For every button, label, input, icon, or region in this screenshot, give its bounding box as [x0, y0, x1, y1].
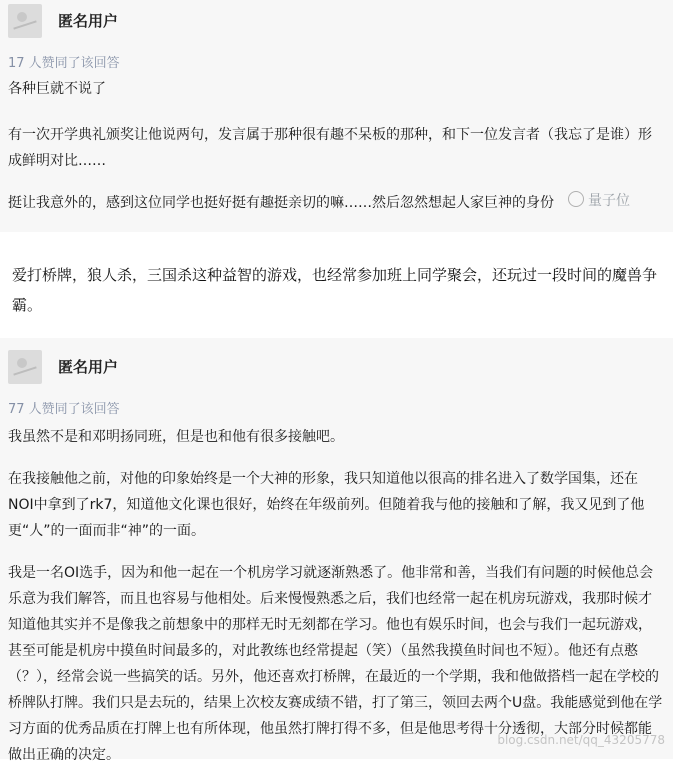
- answer-screenshot-1: [0, 0, 673, 232]
- answer-screenshot-2: [0, 338, 673, 763]
- answer-paragraph: 在我接触他之前，对他的印象始终是一个大神的形象，我只知道他以很高的排名进入了数学国集，还在NOI中拿到了rk7，知道他文化课也很好，始终在年级前列。但随着我与他的接触和了解，我又见到了他更“人”的一面而非“神”的一面。: [8, 471, 645, 539]
- user-name[interactable]: 匿名用户: [58, 12, 119, 30]
- answer-paragraph: 我是一名OI选手，因为和他一起在一个机房学习就逐渐熟悉了。他非常和善，当我们有问题的时候他总会乐意为我们解答，而且也容易与他相处。后来慢慢熟悉之后，我们也经常一起在机房玩游戏，我那时候才知道他其实并不是像我之前想象中的那样无时无刻都在学习。他也有娱乐时间，也会与我们一起玩游戏，甚至可能是机房中摸鱼时间最多的，对此教练也经常提起（笑）（虽然我摸鱼时间也不短）。他还有点憨（？），经常会说一些搞笑的话。另外，他还喜欢打桥牌，在最近的一个学期，我和他做搭档一起在学校的桥牌队打牌。我们只是去玩的，结果上次校友赛成绩不错，打了第三，领回去两个U盘。我能感觉到他在学习方面的优秀品质在打牌上也有所体现，他虽然打牌打得不多，但是他思考得十分透彻，大部分时候都能做出正确的决定。: [8, 565, 663, 763]
- answer-paragraph: 有一次开学典礼颁奖让他说两句，发言属于那种很有趣不呆板的那种，和下一位发言者（我忘了是谁）形成鲜明对比……: [8, 127, 652, 169]
- interlude-text: 爱打桥牌，狼人杀，三国杀这种益智的游戏，也经常参加班上同学聚会，还玩过一段时间的魔兽争霸。: [12, 266, 658, 314]
- avatar[interactable]: [8, 4, 42, 38]
- answer-paragraph: 各种巨就不说了: [8, 81, 106, 97]
- user-name[interactable]: 匿名用户: [58, 358, 119, 376]
- likes-count: 77 人赞同了该回答: [8, 402, 120, 417]
- watermark: 量子位: [568, 190, 630, 210]
- answer-paragraph: 挺让我意外的，感到这位同学也挺好挺有趣挺亲切的嘛……然后忽然想起人家巨神的身份: [8, 195, 554, 211]
- wechat-icon: [568, 191, 584, 207]
- likes-count: 17 人赞同了该回答: [8, 56, 120, 71]
- avatar[interactable]: [8, 350, 42, 384]
- watermark: blog.csdn.net/qq_43205778: [497, 733, 665, 747]
- answer-paragraph: 我虽然不是和邓明扬同班，但是也和他有很多接触吧。: [8, 429, 344, 445]
